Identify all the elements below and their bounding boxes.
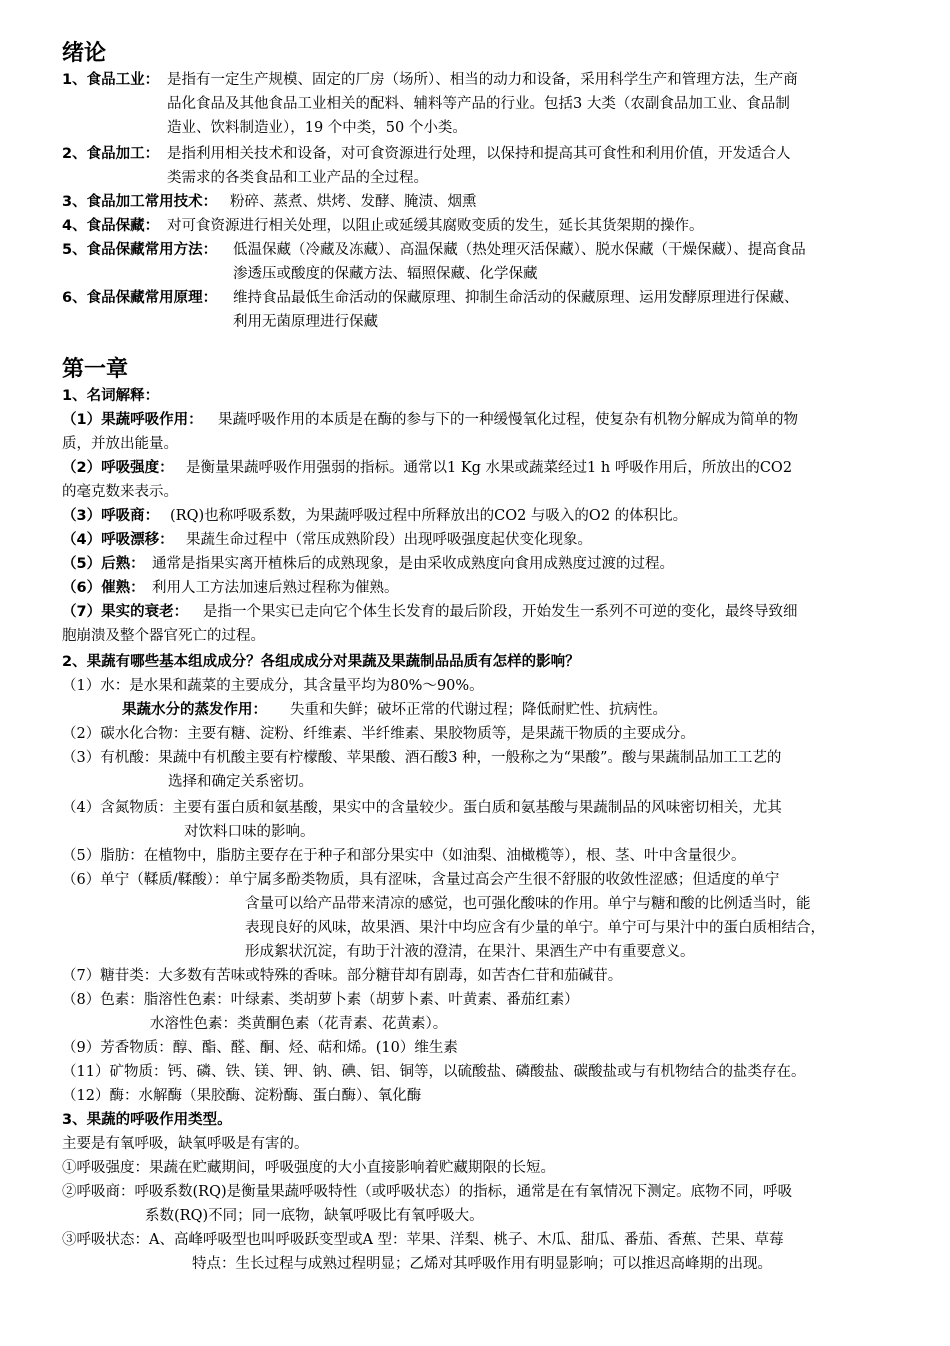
- def-text-7a: 是指一个果实已走向它个体生长发育的最后阶段，开始发生一系列不可逆的变化，最终导致细: [203, 604, 798, 620]
- q3-line-3a: ②呼吸商：呼吸系数(RQ)是衡量果蔬呼吸特性（或呼吸状态）的指标，通常是在有氧情况下测定。底物不同，呼吸: [62, 1184, 793, 1200]
- def-term-1: （1）果蔬呼吸作用：: [62, 412, 203, 428]
- q2-line-glycoside: （7）糖苷类：大多数有苦味或特殊的香味。部分糖苷却有剧毒，如苦杏仁苷和茄碱苷。: [62, 968, 623, 984]
- q3-line-1: 主要是有氧呼吸，缺氧呼吸是有害的。: [62, 1136, 309, 1152]
- q2-line-tannin-d: 形成絮状沉淀，有助于汁液的澄清，在果汁、果酒生产中有重要意义。: [245, 944, 695, 960]
- q2-line-tannin-a: （6）单宁（鞣质/鞣酸）：单宁属多酚类物质，具有涩味，含量过高会产生很不舒服的收敛性涩感；但适度的单宁: [62, 872, 780, 888]
- intro-term-2: 2、食品加工：: [62, 146, 160, 162]
- def-text-1a: 果蔬呼吸作用的本质是在酶的参与下的一种缓慢氧化过程，使复杂有机物分解成为简单的物: [218, 412, 798, 428]
- def-text-4: 果蔬生命过程中（常压成熟阶段）出现呼吸强度起伏变化现象。: [186, 532, 592, 548]
- def-text-1b: 质，并放出能量。: [62, 436, 178, 452]
- intro-text-1a: 是指有一定生产规模、固定的厂房（场所）、相当的动力和设备，采用科学生产和管理方法，生产商: [167, 72, 798, 88]
- intro-text-6b: 利用无菌原理进行保藏: [233, 314, 378, 330]
- intro-term-1: 1、食品工业：: [62, 72, 160, 88]
- q2-line-pigment-a: （8）色素：脂溶性色素：叶绿素、类胡萝卜素（胡萝卜素、叶黄素、番茄红素）: [62, 992, 579, 1008]
- q2-line-aroma: （9）芳香物质：醇、酯、醛、酮、烃、萜和烯。(10）维生素: [62, 1040, 458, 1056]
- q2-line-tannin-c: 表现良好的风味，故果酒、果汁中均应含有少量的单宁。单宁可与果汁中的蛋白质相结合，: [245, 920, 825, 936]
- intro-text-5a: 低温保藏（冷藏及冻藏）、高温保藏（热处理灭活保藏）、脱水保藏（干燥保藏）、提高食品: [233, 242, 806, 258]
- water-evap-text: 失重和失鲜；破坏正常的代谢过程；降低耐贮性、抗病性。: [290, 702, 667, 718]
- intro-heading: 绪论: [62, 41, 107, 66]
- intro-text-6a: 维持食品最低生命活动的保藏原理、抑制生命活动的保藏原理、运用发酵原理进行保藏、: [233, 290, 799, 306]
- def-term-7: （7）果实的衰老：: [62, 604, 189, 620]
- def-term-4: （4）呼吸漂移：: [62, 532, 174, 548]
- def-text-6: 利用人工方法加速后熟过程称为催熟。: [152, 580, 399, 596]
- def-term-2: （2）呼吸强度：: [62, 460, 174, 476]
- q2-line-carb: （2）碳水化合物：主要有糖、淀粉、纤维素、半纤维素、果胶物质等，是果蔬干物质的主要成分。: [62, 726, 695, 742]
- def-term-5: （5）后熟：: [62, 556, 145, 572]
- def-text-2b: 的毫克数来表示。: [62, 484, 178, 500]
- def-term-6: （6）催熟：: [62, 580, 145, 596]
- intro-text-2a: 是指利用相关技术和设备，对可食资源进行处理，以保持和提高其可食性和利用价值，开发适合人: [167, 146, 791, 162]
- q2-line-fat: （5）脂肪：在植物中，脂肪主要存在于种子和部分果实中（如油梨、油橄榄等），根、茎、叶中含量很少。: [62, 848, 746, 864]
- q2-line-acid-a: （3）有机酸：果蔬中有机酸主要有柠檬酸、苹果酸、酒石酸3 种，一般称之为“果酸”。酸与果蔬制品加工工艺的: [62, 750, 782, 766]
- q2-line-mineral: （11）矿物质：钙、磷、铁、镁、钾、钠、碘、铝、铜等，以硫酸盐、磷酸盐、碳酸盐或与有机物结合的盐类存在。: [62, 1064, 806, 1080]
- q3-heading: 3、果蔬的呼吸作用类型。: [62, 1112, 232, 1128]
- q2-line-nitrogen-b: 对饮料口味的影响。: [184, 824, 315, 840]
- intro-text-1b: 品化食品及其他食品工业相关的配料、辅料等产品的行业。包括3 大类（农副食品加工业、食品制: [167, 96, 790, 112]
- water-evap-term: 果蔬水分的蒸发作用：: [122, 702, 267, 718]
- intro-text-1c: 造业、饮料制造业），19 个中类，50 个小类。: [167, 120, 467, 136]
- def-text-5: 通常是指果实离开植株后的成熟现象，是由采收成熟度向食用成熟度过渡的过程。: [152, 556, 674, 572]
- q1-heading: 1、名词解释：: [62, 388, 160, 404]
- q2-line-acid-b: 选择和确定关系密切。: [168, 774, 313, 790]
- q2-line-nitrogen-a: （4）含氮物质：主要有蛋白质和氨基酸，果实中的含量较少。蛋白质和氨基酸与果蔬制品的风味密切相关，尤其: [62, 800, 782, 816]
- intro-text-4: 对可食资源进行相关处理，以阻止或延缓其腐败变质的发生，延长其货架期的操作。: [167, 218, 704, 234]
- intro-text-5b: 渗透压或酸度的保藏方法、辐照保藏、化学保藏: [233, 266, 538, 282]
- def-text-3: (RQ)也称呼吸系数，为果蔬呼吸过程中所释放出的CO2 与吸入的O2 的体积比。: [170, 508, 688, 524]
- q3-line-3b: 系数(RQ)不同；同一底物，缺氧呼吸比有氧呼吸大。: [145, 1208, 484, 1224]
- q3-line-4b: 特点：生长过程与成熟过程明显；乙烯对其呼吸作用有明显影响；可以推迟高峰期的出现。: [192, 1256, 772, 1272]
- def-text-2a: 是衡量果蔬呼吸作用强弱的指标。通常以1 Kg 水果或蔬菜经过1 h 呼吸作用后，所放出的CO2: [186, 460, 793, 476]
- q2-line-tannin-b: 含量可以给产品带来清凉的感觉，也可强化酸味的作用。单宁与糖和酸的比例适当时，能: [245, 896, 811, 912]
- intro-text-2b: 类需求的各类食品和工业产品的全过程。: [167, 170, 428, 186]
- chapter1-heading: 第一章: [62, 357, 129, 382]
- q3-line-4a: ③呼吸状态：A、高峰呼吸型也叫呼吸跃变型或A 型：苹果、洋梨、桃子、木瓜、甜瓜、番茄、香蕉、芒果、草莓: [62, 1232, 784, 1248]
- intro-text-3: 粉碎、蒸煮、烘烤、发酵、腌渍、烟熏: [230, 194, 477, 210]
- def-text-7b: 胞崩溃及整个器官死亡的过程。: [62, 628, 265, 644]
- intro-term-6: 6、食品保藏常用原理：: [62, 290, 218, 306]
- q2-line-pigment-b: 水溶性色素：类黄酮色素（花青素、花黄素）。: [150, 1016, 448, 1032]
- def-term-3: （3）呼吸商：: [62, 508, 160, 524]
- intro-term-4: 4、食品保藏：: [62, 218, 160, 234]
- q2-line-water: （1）水：是水果和蔬菜的主要成分，其含量平均为80%～90%。: [62, 678, 484, 694]
- q3-line-2: ①呼吸强度：果蔬在贮藏期间，呼吸强度的大小直接影响着贮藏期限的长短。: [62, 1160, 555, 1176]
- intro-term-5: 5、食品保藏常用方法：: [62, 242, 218, 258]
- q2-heading: 2、果蔬有哪些基本组成成分？各组成成分对果蔬及果蔬制品品质有怎样的影响？: [62, 654, 580, 670]
- intro-term-3: 3、食品加工常用技术：: [62, 194, 218, 210]
- q2-line-enzyme: （12）酶：水解酶（果胶酶、淀粉酶、蛋白酶）、氧化酶: [62, 1088, 422, 1104]
